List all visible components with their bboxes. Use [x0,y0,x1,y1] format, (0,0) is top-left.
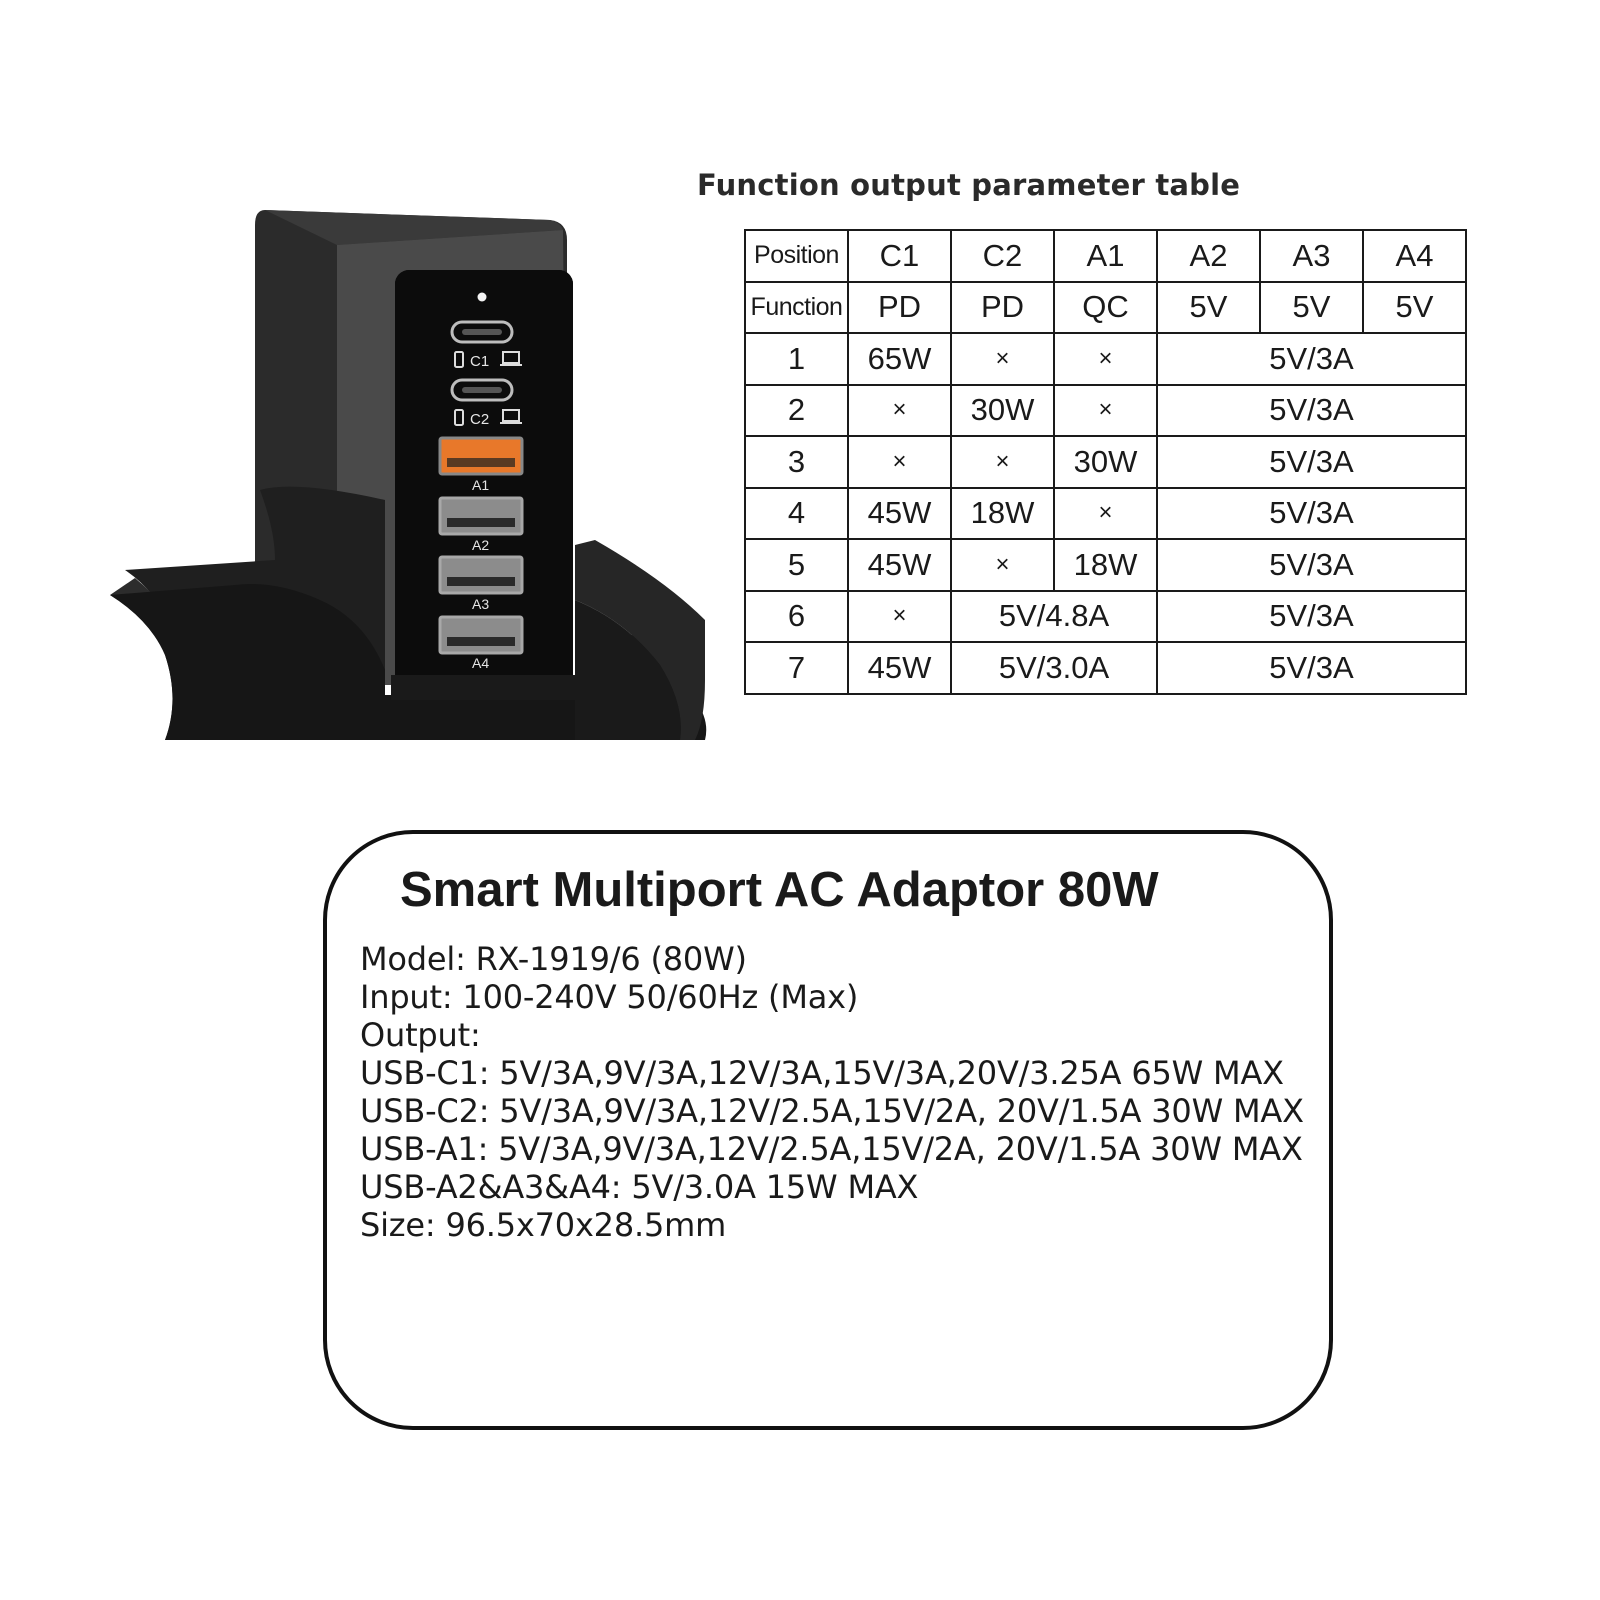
header-cell: Position [745,230,848,282]
spec-usb-a1-line: USB-A1: 5V/3A,9V/3A,12V/2.5A,15V/2A, 20V/1.5A 30W MAX [360,1130,1303,1168]
function-cell: PD [848,282,951,334]
spec-usb-c1-line: USB-C1: 5V/3A,9V/3A,12V/3A,15V/3A,20V/3.25A 65W MAX [360,1054,1284,1092]
c1-cell: × [848,436,951,488]
function-cell: PD [951,282,1054,334]
spec-size-line: Size: 96.5x70x28.5mm [360,1206,727,1244]
position-cell: 5 [745,539,848,591]
a1-cell: 18W [1054,539,1157,591]
a2-a4-cell: 5V/3A [1157,642,1466,694]
a2-a4-cell: 5V/3A [1157,436,1466,488]
spec-title: Smart Multiport AC Adaptor 80W [400,863,1159,917]
table-header-row [745,230,1466,282]
port-label-a3: A3 [472,596,490,612]
table-row [745,385,1466,437]
function-cell: 5V [1157,282,1260,334]
spec-output-line: Output: [360,1016,481,1054]
a1-cell: 30W [1054,436,1157,488]
charger-product-image [105,200,735,760]
c1-cell: × [848,591,951,643]
table-title: Function output parameter table [697,168,1241,202]
header-cell: A1 [1054,230,1157,282]
c1-cell: 45W [848,488,951,540]
c2-a1-cell: 5V/3.0A [951,642,1157,694]
function-cell: QC [1054,282,1157,334]
function-cell: Function [745,282,848,334]
usb-a4-port [440,617,522,653]
a2-a4-cell: 5V/3A [1157,591,1466,643]
table-row [745,539,1466,591]
spec-usb-a2-a4-line: USB-A2&A3&A4: 5V/3.0A 15W MAX [360,1168,919,1206]
c1-cell: 45W [848,539,951,591]
position-cell: 7 [745,642,848,694]
table-row [745,642,1466,694]
spec-usb-c2-line: USB-C2: 5V/3A,9V/3A,12V/2.5A,15V/2A, 20V/1.5A 30W MAX [360,1092,1304,1130]
a2-a4-cell: 5V/3A [1157,488,1466,540]
position-cell: 3 [745,436,848,488]
position-cell: 6 [745,591,848,643]
c1-cell: × [848,385,951,437]
c2-a1-cell: 5V/4.8A [951,591,1157,643]
usb-a3-port [440,557,522,593]
header-cell: C2 [951,230,1054,282]
a1-cell: × [1054,385,1157,437]
a1-cell: × [1054,333,1157,385]
spec-input-line: Input: 100-240V 50/60Hz (Max) [360,978,859,1016]
position-cell: 2 [745,385,848,437]
port-label-a4: A4 [472,655,490,671]
function-output-table [744,229,1467,695]
header-cell: C1 [848,230,951,282]
table-function-row [745,282,1466,334]
usb-a1-port [440,438,522,474]
table-row [745,488,1466,540]
usb-a2-port [440,498,522,534]
a2-a4-cell: 5V/3A [1157,385,1466,437]
c2-cell: × [951,539,1054,591]
header-cell: A4 [1363,230,1466,282]
a1-cell: × [1054,488,1157,540]
header-cell: A2 [1157,230,1260,282]
port-label-a2: A2 [472,537,490,553]
table-row [745,333,1466,385]
spec-model-line: Model: RX-1919/6 (80W) [360,940,747,978]
table-row [745,436,1466,488]
position-cell: 1 [745,333,848,385]
a2-a4-cell: 5V/3A [1157,539,1466,591]
port-label-c1: C1 [470,353,490,370]
function-cell: 5V [1363,282,1466,334]
position-cell: 4 [745,488,848,540]
c2-cell: 30W [951,385,1054,437]
c1-cell: 65W [848,333,951,385]
port-label-c2: C2 [470,411,490,428]
a2-a4-cell: 5V/3A [1157,333,1466,385]
led-indicator-icon [478,293,487,302]
c1-cell: 45W [848,642,951,694]
port-label-a1: A1 [472,477,490,493]
table-row [745,591,1466,643]
c2-cell: × [951,333,1054,385]
function-cell: 5V [1260,282,1363,334]
c2-cell: 18W [951,488,1054,540]
c2-cell: × [951,436,1054,488]
header-cell: A3 [1260,230,1363,282]
